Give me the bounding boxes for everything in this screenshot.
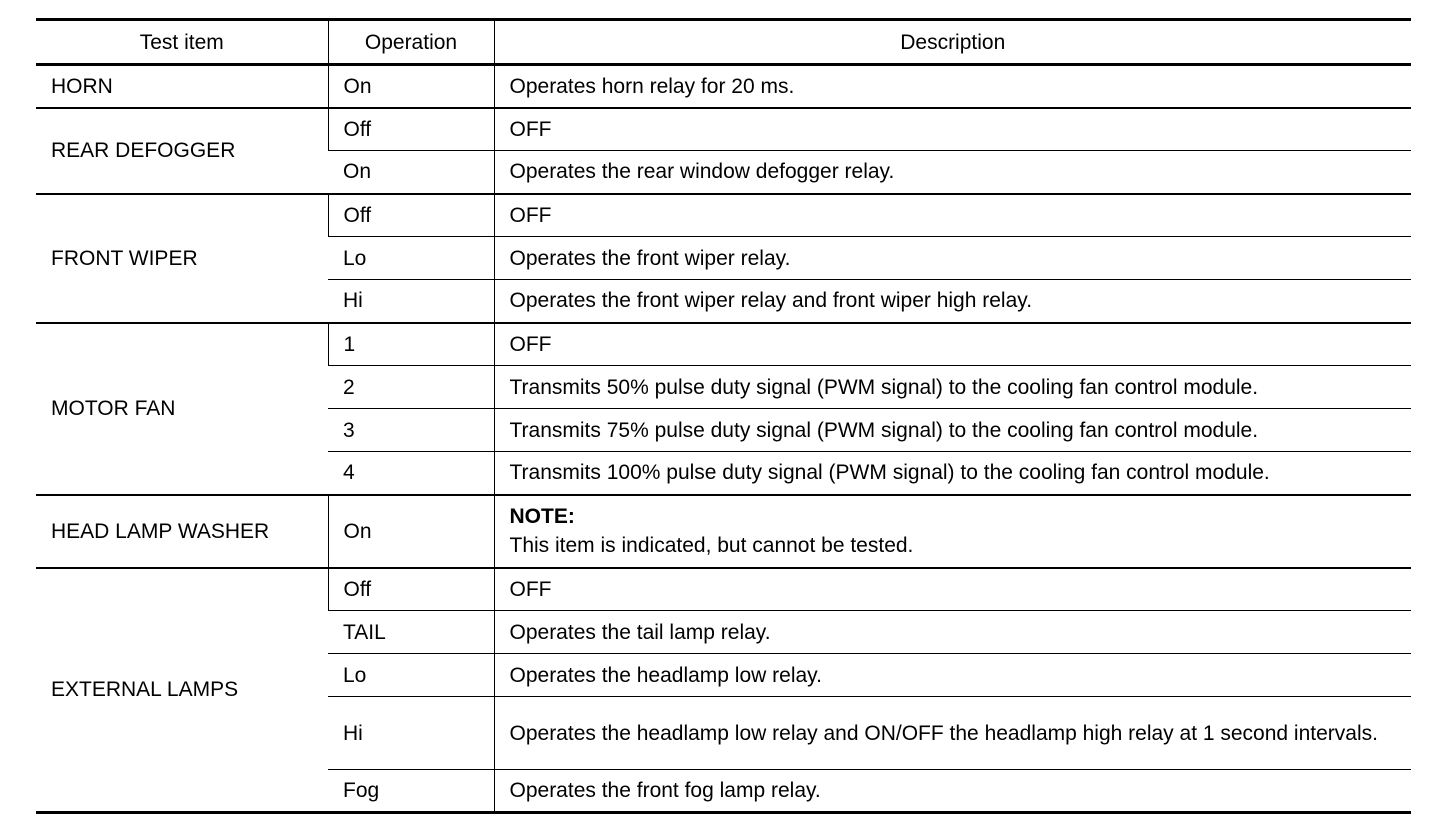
table-row — [36, 194, 1411, 237]
operation-cell: Lo — [328, 237, 494, 280]
description-cell: Transmits 75% pulse duty signal (PWM signal) to the cooling fan control module. — [494, 409, 1411, 452]
operation-cell: On — [328, 65, 494, 108]
operation-cell: 3 — [328, 409, 494, 452]
table-row — [36, 568, 1411, 611]
operation-cell: TAIL — [328, 611, 494, 654]
description-cell: Operates horn relay for 20 ms. — [494, 65, 1411, 108]
test-item-front-wiper: FRONT WIPER — [36, 194, 328, 323]
description-note-cell — [494, 495, 1411, 568]
description-cell: Operates the rear window defogger relay. — [494, 151, 1411, 194]
test-item-horn: HORN — [51, 74, 113, 98]
note-text: This item is indicated, but cannot be tested. — [509, 534, 914, 557]
description-cell: Operates the front wiper relay. — [494, 237, 1411, 280]
operation-cell: 1 — [328, 323, 494, 366]
operation-cell: On — [328, 495, 494, 568]
description-cell: Transmits 100% pulse duty signal (PWM signal) to the cooling fan control module. — [494, 452, 1411, 495]
header-test-item: Test item — [139, 30, 224, 54]
operation-cell: Hi — [328, 280, 494, 323]
description-cell: OFF — [494, 194, 1411, 237]
operation-cell: Off — [328, 568, 494, 611]
operation-cell: On — [328, 151, 494, 194]
description-cell: Operates the front wiper relay and front wiper high relay. — [494, 280, 1411, 323]
note-label: NOTE: — [509, 505, 575, 528]
operation-cell: Off — [328, 194, 494, 237]
description-cell: Operates the headlamp low relay. — [494, 654, 1411, 697]
operation-cell: Hi — [328, 697, 494, 770]
operation-cell: Off — [328, 108, 494, 151]
operation-cell: Lo — [328, 654, 494, 697]
test-item-motor-fan: MOTOR FAN — [36, 323, 328, 495]
description-cell: OFF — [494, 568, 1411, 611]
table-row — [36, 323, 1411, 366]
description-cell: Operates the front fog lamp relay. — [494, 770, 1411, 813]
operation-cell: 2 — [328, 366, 494, 409]
test-item-rear-defogger: REAR DEFOGGER — [36, 108, 328, 194]
operation-cell: 4 — [328, 452, 494, 495]
description-cell: Operates the headlamp low relay and ON/OFF the headlamp high relay at 1 second intervals. — [494, 697, 1411, 770]
header-description: Description — [494, 20, 1411, 65]
description-cell: Operates the tail lamp relay. — [494, 611, 1411, 654]
test-item-external-lamps: EXTERNAL LAMPS — [36, 568, 328, 813]
table-row — [36, 108, 1411, 151]
description-cell: OFF — [494, 323, 1411, 366]
operation-cell: Fog — [328, 770, 494, 813]
table-row — [36, 495, 1411, 568]
test-item-head-lamp-washer: HEAD LAMP WASHER — [36, 495, 328, 568]
header-operation: Operation — [328, 20, 494, 65]
table-row — [36, 65, 1411, 108]
description-cell: OFF — [494, 108, 1411, 151]
table-header-row — [36, 20, 1411, 65]
test-item-table — [36, 18, 1411, 814]
description-cell: Transmits 50% pulse duty signal (PWM signal) to the cooling fan control module. — [494, 366, 1411, 409]
